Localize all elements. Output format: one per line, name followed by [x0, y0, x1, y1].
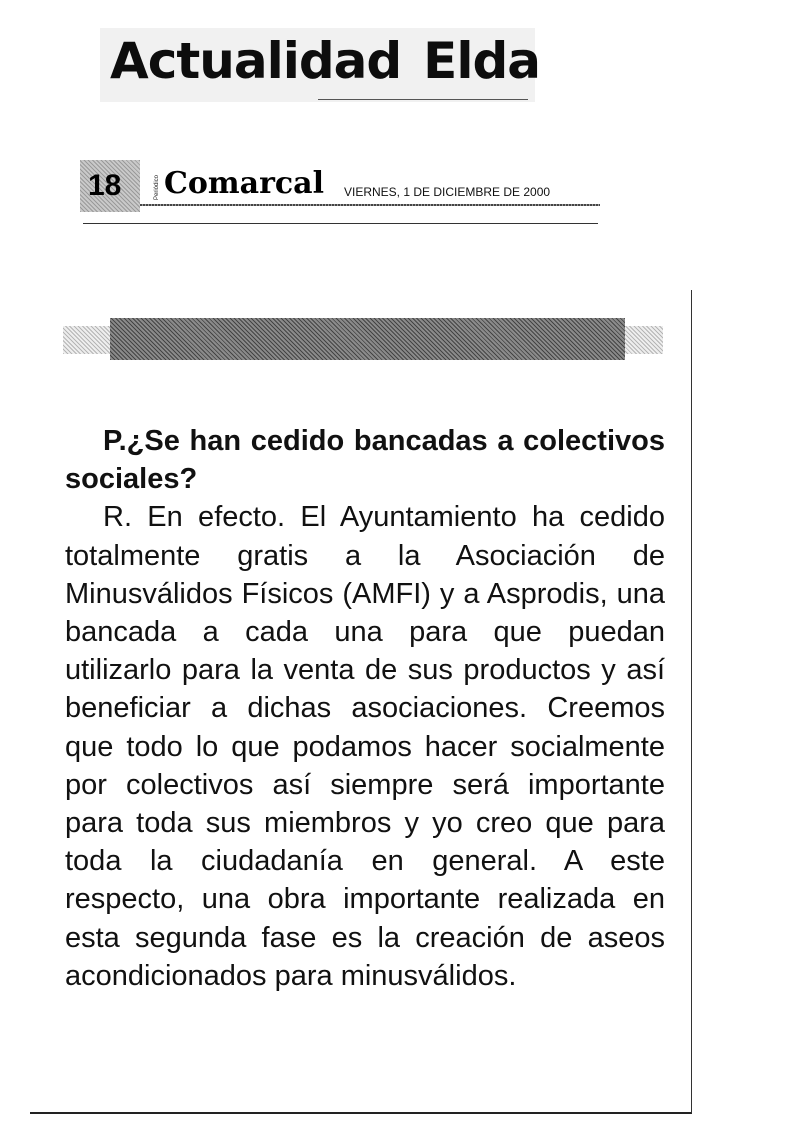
publication-subscript: Periódico: [154, 174, 160, 200]
masthead: [100, 28, 540, 102]
publication-name: Comarcal: [164, 166, 324, 201]
page-header: [80, 160, 600, 215]
article-answer: R. En efecto. El Ayuntamiento ha cedido totalmente gratis a la Asociación de Minusválidos Físicos (AMFI) y a Asprodis, una bancada a cada una para que puedan utilizarlo para la venta de sus productos y así beneficiar a dichas asociaciones. Creemos que todo lo que podamos hacer socialmente por colectivos así siempre será importante para toda sus miembros y yo creo que para toda la ciudadanía en general. A este respecto, una obra importante realizada en esta segunda fase es la creación de aseos acondicionados para minusválidos.: [65, 501, 665, 992]
masthead-title-part2: Elda: [423, 32, 540, 90]
header-rule-top: [140, 204, 600, 206]
header-rule-bottom: [83, 223, 598, 224]
masthead-rule: [318, 99, 528, 100]
decorative-band-dark: [110, 318, 625, 360]
masthead-title: [110, 32, 540, 90]
publication-date: VIERNES, 1 DE DICIEMBRE DE 2000: [344, 185, 551, 199]
article-question: P.¿Se han cedido bancadas a colectivos sociales?: [65, 425, 665, 496]
masthead-title-part1: Actualidad: [110, 32, 402, 90]
article-box: [30, 290, 692, 1114]
page-number: 18: [80, 160, 140, 212]
article-body: [65, 422, 665, 995]
